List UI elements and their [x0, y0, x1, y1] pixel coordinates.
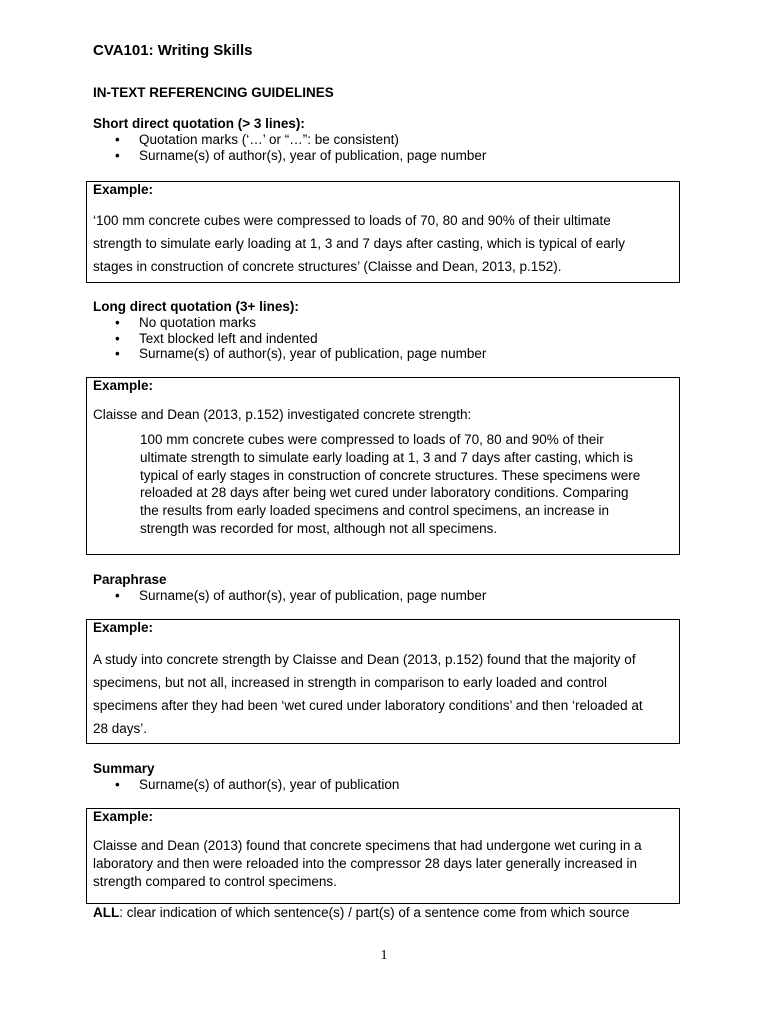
long-quote-heading: Long direct quotation (3+ lines):: [93, 299, 299, 314]
example-line: laboratory and then were reloaded into the compressor 28 days later generally increased in: [93, 856, 638, 871]
example-line: Claisse and Dean (2013) found that concrete specimens that had undergone wet curing in a: [93, 838, 642, 853]
footer-note-text: : clear indication of which sentence(s) / part(s) of a sentence come from which source: [119, 905, 630, 920]
example-label: Example:: [93, 182, 154, 197]
example-line: specimens, but not all, increased in strength in comparison to early loaded and control: [93, 675, 608, 690]
quote-line: 100 mm concrete cubes were compressed to loads of 70, 80 and 90% of their: [140, 432, 604, 447]
list-item-text: Surname(s) of author(s), year of publication, page number: [139, 147, 487, 163]
list-item-text: No quotation marks: [139, 315, 257, 330]
list-item: [93, 346, 486, 362]
quote-line: reloaded at 28 days after being wet cured under laboratory conditions. Comparing: [140, 485, 629, 501]
example-line: ‘100 mm concrete cubes were compressed to loads of 70, 80 and 90% of their ultimate: [93, 213, 611, 228]
short-quote-heading: Short direct quotation (> 3 lines):: [93, 116, 305, 131]
example-line: strength compared to control specimens.: [93, 874, 337, 889]
list-item-text: Surname(s) of author(s), year of publication, page number: [139, 588, 487, 603]
long-quote-example-box: [86, 377, 680, 555]
list-item: [93, 315, 486, 331]
summary-bullets: [93, 777, 399, 793]
bullet-icon: •: [115, 777, 120, 792]
quote-line: the results from early loaded specimens and control specimens, an increase in: [140, 503, 609, 519]
example-intro: Claisse and Dean (2013, p.152) investigated concrete strength:: [93, 407, 472, 422]
example-text: [93, 837, 671, 891]
footer-note-label: ALL: [93, 905, 120, 920]
bullet-icon: •: [115, 315, 120, 330]
bullet-icon: •: [115, 346, 120, 361]
list-item: [93, 148, 486, 164]
example-line: specimens after they had been ‘wet cured under laboratory conditions’ and then ‘reloaded at: [93, 698, 643, 713]
list-item: [93, 588, 486, 604]
example-line: stages in construction of concrete structures’ (Claisse and Dean, 2013, p.152).: [93, 259, 562, 274]
example-line: A study into concrete strength by Claisse and Dean (2013, p.152) found that the majority of: [93, 652, 636, 667]
block-quote: [140, 431, 669, 538]
bullet-icon: •: [115, 330, 120, 346]
paraphrase-example-box: [86, 619, 680, 744]
quote-line: typical of early stages in construction of concrete structures. These specimens were: [140, 467, 641, 483]
long-quote-bullets: [93, 315, 486, 362]
paraphrase-bullets: [93, 588, 486, 604]
example-line: 28 days’.: [93, 721, 148, 736]
quote-line: strength was recorded for most, although not all specimens.: [140, 520, 498, 536]
quote-line: ultimate strength to simulate early loading at 1, 3 and 7 days after casting, which is: [140, 449, 634, 465]
list-item: [93, 132, 486, 148]
list-item: [93, 331, 486, 347]
bullet-icon: •: [115, 588, 120, 603]
example-line: strength to simulate early loading at 1, 3 and 7 days after casting, which is typical of early: [93, 236, 626, 251]
summary-heading: Summary: [93, 761, 155, 776]
list-item-text: Surname(s) of author(s), year of publication, page number: [139, 346, 487, 361]
footer-note: [93, 905, 629, 920]
example-label: Example:: [93, 620, 154, 635]
bullet-icon: •: [115, 147, 120, 163]
example-label: Example:: [93, 809, 154, 824]
list-item-text: Surname(s) of author(s), year of publication: [139, 777, 400, 792]
main-heading: IN-TEXT REFERENCING GUIDELINES: [93, 85, 334, 100]
course-title: CVA101: Writing Skills: [93, 42, 253, 59]
short-quote-example-box: [86, 181, 680, 283]
short-quote-bullets: [93, 132, 486, 163]
summary-example-box: [86, 808, 680, 904]
bullet-icon: •: [115, 132, 120, 147]
paraphrase-heading: Paraphrase: [93, 572, 167, 587]
page-number: 1: [380, 948, 388, 963]
example-text: [93, 648, 671, 740]
list-item-text: Quotation marks (‘…’ or “…”: be consistent): [139, 132, 399, 147]
list-item-text: Text blocked left and indented: [139, 330, 318, 346]
example-text: [93, 209, 671, 278]
example-label: Example:: [93, 378, 154, 393]
list-item: [93, 777, 399, 793]
